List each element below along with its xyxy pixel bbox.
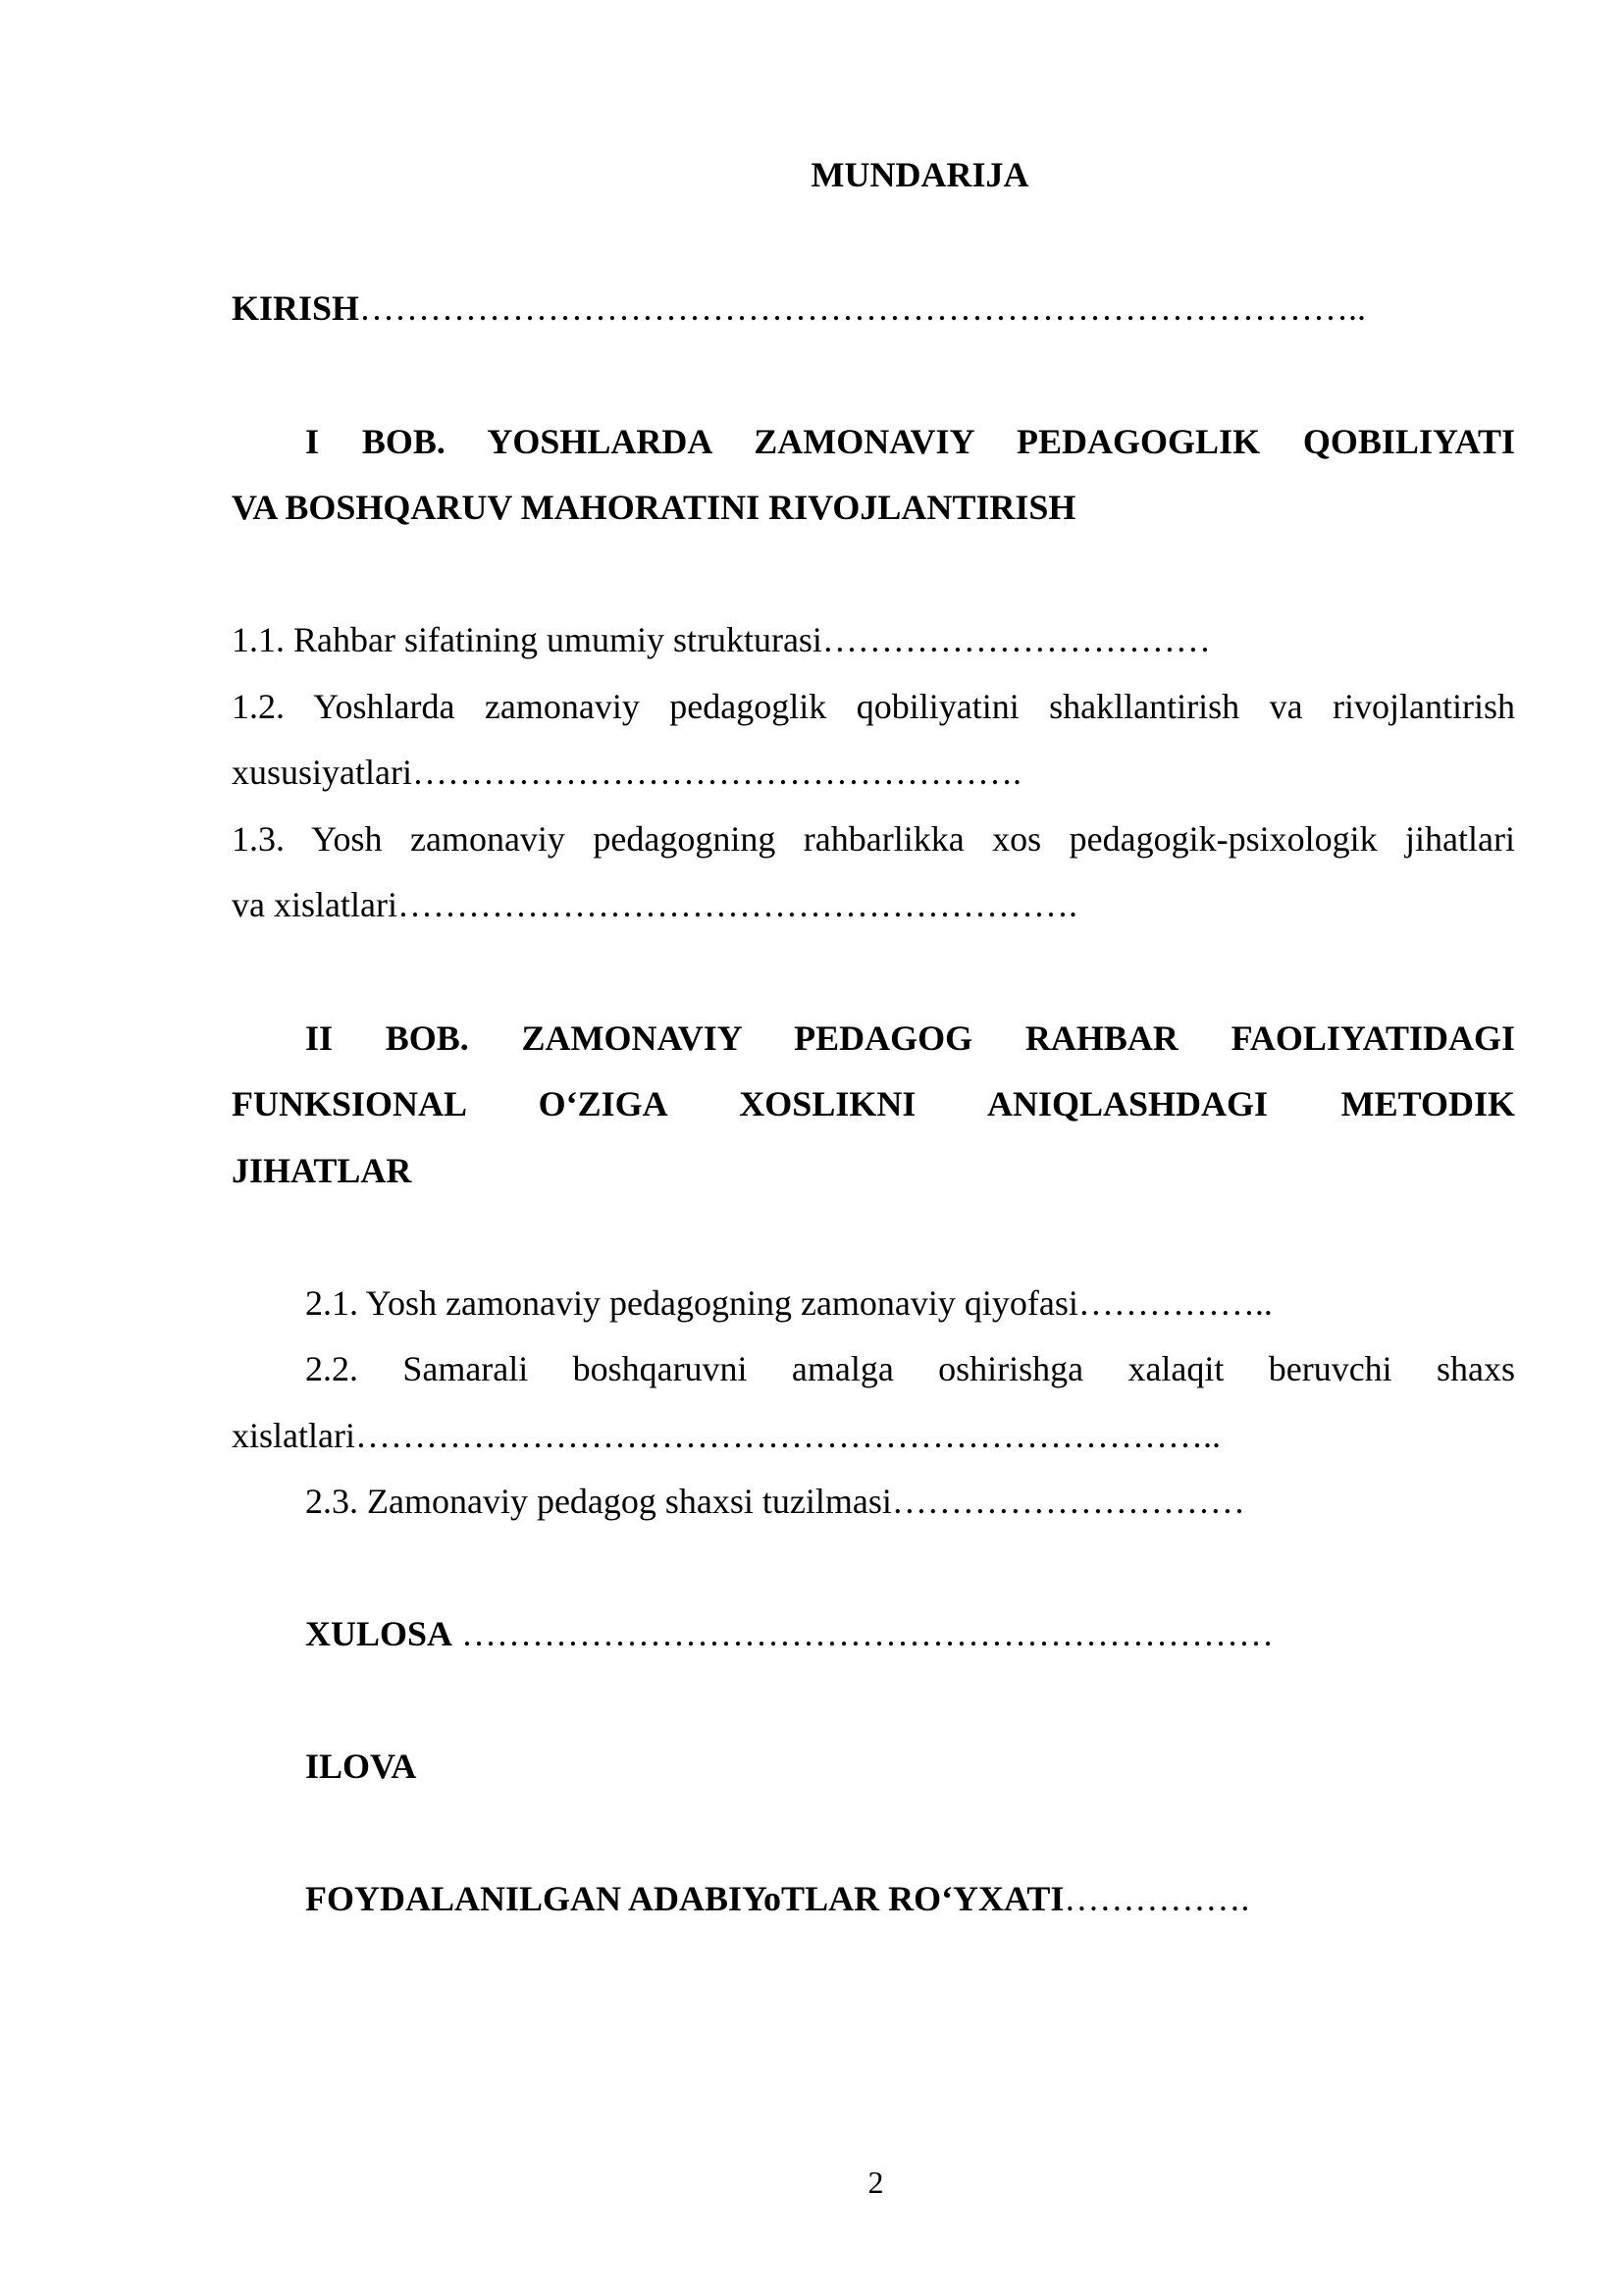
chapter1-heading-line1: I BOB. YOSHLARDA ZAMONAVIY PEDAGOGLIK QOBILIYATI [305,422,1515,461]
toc-entry-2-2-line2: xislatlari……………………………………………………………….. [232,1416,1221,1455]
chapter1-heading-line2: VA BOSHQARUV MAHORATINI RIVOJLANTIRISH [232,488,1076,527]
toc-entry-1-3-line2: va xislatlari…………………………………………………. [232,885,1077,924]
toc-entry-intro-label: KIRISH [232,288,360,328]
toc-entry-appendix: ILOVA [305,1747,417,1786]
toc-entry-2-2-line1: 2.2. Samarali boshqaruvni amalga oshirishga xalaqit beruvchi shaxs [305,1349,1515,1388]
page-number: 2 [867,2165,884,2200]
toc-entry-1-2-line1: 1.2. Yoshlarda zamonaviy pedagoglik qobiliyatini shakllantirish va rivojlantirish [232,687,1515,726]
chapter2-heading-line2: FUNKSIONAL O‘ZIGA XOSLIKNI ANIQLASHDAGI METODIK [232,1084,1515,1123]
toc-entry-conclusion-label: XULOSA [305,1614,453,1653]
toc-entry-references-dots: ……………. [1064,1879,1250,1918]
toc-entry-1-1: 1.1. Rahbar sifatining umumiy strukturasi…………………………… [232,620,1211,659]
chapter2-heading-line3: JIHATLAR [232,1151,412,1190]
toc-entry-conclusion [305,1612,1274,1655]
toc-entry-2-1: 2.1. Yosh zamonaviy pedagogning zamonaviy qiyofasi…………….. [305,1283,1273,1323]
chapter2-heading-line1: II BOB. ZAMONAVIY PEDAGOG RAHBAR FAOLIYATIDAGI [305,1018,1515,1058]
toc-entry-references [305,1877,1249,1920]
toc-entry-1-3-line1: 1.3. Yosh zamonaviy pedagogning rahbarlikka xos pedagogik-psixologik jihatlari [232,819,1515,859]
toc-entry-intro [232,287,1366,330]
toc-entry-conclusion-dots: …………………………………………………………… [452,1614,1275,1653]
toc-entry-intro-dots: ………………………………………………………………………….. [359,288,1367,328]
page-title: MUNDARIJA [811,155,1029,194]
toc-entry-1-2-line2: xususiyatlari……………………………………………. [232,753,1022,792]
toc-entry-2-3: 2.3. Zamonaviy pedagog shaxsi tuzilmasi………………………… [305,1482,1245,1521]
toc-entry-references-label: FOYDALANILGAN ADABIYoTLAR RO‘YXATI [305,1879,1065,1918]
